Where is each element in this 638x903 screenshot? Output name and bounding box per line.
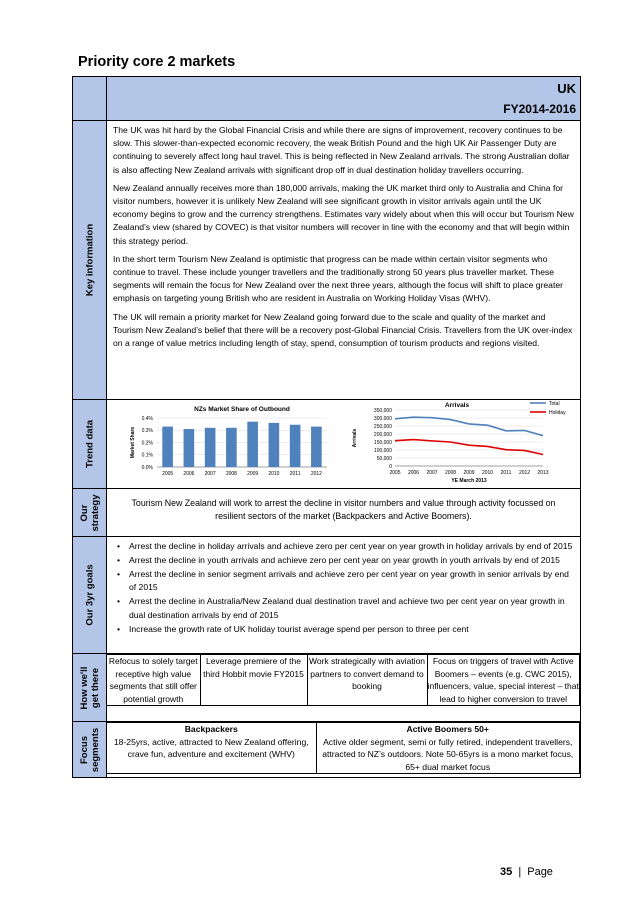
y-tick-label: 0.0% — [141, 464, 153, 471]
x-tick-label: 2008 — [225, 471, 237, 477]
y-axis-label: Arrivals — [352, 428, 358, 448]
x-tick-label: 2007 — [426, 470, 438, 476]
action-item: Refocus to solely target receptive high value segments that still offer potential growth — [107, 655, 200, 706]
x-tick-label: 2010 — [481, 470, 494, 476]
y-tick-label: 300,000 — [373, 415, 392, 422]
x-tick-label: 2007 — [204, 471, 216, 477]
focus-label-cell — [73, 722, 107, 778]
y-tick-label: 350,000 — [373, 407, 392, 414]
bar — [311, 427, 322, 467]
how-we-get-there-label: How we'll get there — [78, 666, 101, 709]
key-information-body — [107, 121, 581, 400]
x-axis-label: YE March 2013 — [451, 478, 487, 484]
action-item: Leverage premiere of the third Hobbit movie FY2015 — [200, 655, 307, 706]
arrivals-chart — [343, 400, 583, 487]
y-tick-label: 100,000 — [373, 447, 392, 454]
x-tick-label: 2013 — [537, 470, 549, 476]
goal-item: • Arrest the decline in Australia/New Zealand dual destination travel and achieve two per cent year on year growth in dual destination arrivals by end of 2015 — [129, 595, 576, 623]
goal-item: • Increase the growth rate of UK holiday tourist average spend per person to three per cent — [129, 623, 576, 637]
our-goals-label-cell — [73, 537, 107, 654]
goals-list — [107, 537, 581, 654]
y-tick-label: 250,000 — [373, 423, 392, 430]
market-share-chart — [113, 400, 338, 487]
focus-cell — [107, 722, 581, 778]
bar — [162, 427, 173, 467]
focus-description: 18-25yrs, active, attracted to New Zealand offering, crave fun, adventure and excitement (WHV) — [113, 736, 309, 760]
action-item: Work strategically with aviation partners to convert demand to booking — [307, 655, 427, 706]
focus-heading: Active Boomers 50+ — [406, 724, 489, 734]
bar — [269, 423, 280, 467]
legend-label: Total — [549, 400, 560, 407]
chart-title: Arrivals — [444, 402, 470, 409]
market-header — [107, 77, 581, 121]
key-paragraph: The UK will remain a priority market for New Zealand going forward due to the scale and quality of the market and Tourism New Zealand’s belief that there will be a recovery post-Global Financial Crisis. Travellers from the UK over-index on a range of value metrics including length of stay, spend, consumption of tourism products and regions visited. — [113, 311, 573, 349]
x-tick-label: 2006 — [183, 471, 195, 477]
x-tick-label: 2012 — [518, 470, 531, 476]
x-tick-label: 2008 — [444, 470, 457, 476]
footer-separator: | — [518, 866, 522, 878]
y-tick-label: 0.2% — [141, 440, 153, 447]
page-number: 35 — [500, 866, 513, 878]
x-tick-label: 2011 — [500, 470, 512, 476]
bar — [290, 425, 301, 467]
focus-segments-label: Focus segments — [78, 727, 101, 772]
key-information-label-cell — [73, 121, 107, 400]
y-tick-label: 0.3% — [141, 428, 153, 435]
strategy-text: Tourism New Zealand will work to arrest the decline in visitor numbers and value through activity focussed on resilient sectors of the market (Backpackers and Active Boomers). — [107, 489, 581, 537]
x-tick-label: 2005 — [389, 470, 401, 476]
page-title: Priority core 2 markets — [78, 54, 236, 70]
key-paragraph: The UK was hit hard by the Global Financial Crisis and while there are signs of improvement, recovery continues to be slow. This slower-than-expected economic recovery, the weak British Pound and the high UK Air Passenger Duty are continuing to severely affect long haul travel. This is being reflected in New Zealand arrivals. The strong Australian dollar is also affecting New Zealand arrivals with significant drop off in dual destination holiday travellers occurring. — [113, 125, 570, 175]
market-table — [72, 76, 581, 778]
trend-data-label-cell — [73, 400, 107, 489]
trend-data-label: Trend data — [84, 419, 95, 469]
x-tick-label: 2005 — [162, 471, 174, 477]
page-label: Page — [527, 866, 553, 878]
series-line — [395, 417, 543, 435]
x-tick-label: 2009 — [247, 471, 259, 477]
focus-heading: Backpackers — [184, 724, 238, 734]
bar — [226, 428, 237, 467]
focus-segment — [316, 723, 580, 774]
how-label-cell — [73, 654, 107, 722]
goal-item: • Arrest the decline in youth arrivals and achieve zero per cent year on year growth in youth arrivals by end of 2015 — [129, 554, 576, 568]
bar — [247, 422, 258, 467]
y-tick-label: 200,000 — [373, 431, 392, 438]
focus-description: Active older segment, semi or fully retired, independent travellers, attracted to NZ’s outdoors. Note 50-65yrs is a mono market focus, 65+ dual market focus — [322, 736, 574, 772]
y-axis-label: Market Share — [130, 426, 136, 459]
y-tick-label: 0.4% — [141, 415, 153, 422]
action-item: Focus on triggers of travel with Active Boomers – events (e.g. CWC 2015), influencers, value, special interest – that lead to higher conversion to travel — [427, 656, 579, 704]
x-tick-label: 2012 — [310, 471, 322, 477]
our-strategy-label: Our strategy — [78, 494, 101, 531]
x-tick-label: 2010 — [268, 471, 280, 477]
actions-table — [107, 654, 580, 706]
bar — [205, 428, 216, 467]
key-information-label: Key information — [84, 223, 95, 297]
x-tick-label: 2006 — [407, 470, 420, 476]
chart-title: NZs Market Share of Outbound — [194, 406, 290, 413]
focus-table — [107, 722, 580, 774]
our-goals-label: Our 3yr goals — [84, 564, 95, 626]
header-side-cell — [73, 77, 107, 121]
legend-label: Holiday — [549, 409, 566, 416]
market-country: UK — [557, 81, 576, 96]
goal-item: • Arrest the decline in senior segment arrivals and achieve zero per cent year on year growth in senior arrivals by end of 2015 — [129, 568, 576, 596]
y-tick-label: 0.1% — [141, 452, 153, 459]
trend-data-charts — [107, 400, 581, 489]
key-paragraph: New Zealand annually receives more than 180,000 arrivals, making the UK market third only to Australia and China for visitor numbers, however it is unlikely New Zealand will see significant growth in visitor arrivals again until the UK economy begins to grow and the currency strengthens. Estimates vary widely about when this will occur but Tourism New Zealand’s view (shared by COVEC) is that visitor numbers will recover in line with the economy and that will begin within this strategy period. — [113, 182, 574, 246]
y-tick-label: 150,000 — [373, 439, 392, 446]
market-period: FY2014-2016 — [503, 102, 576, 116]
key-paragraph: In the short term Tourism New Zealand is optimistic that progress can be made within certain visitor segments who continue to travel. These include younger travellers and the traditionally strong 50 years plus traveller market. These segments will remain the focus for New Zealand over the next three years, although the focus will shift to place greater emphasis on targeting young British who are resident in Australia on Working Holiday Visas (WHV). — [113, 253, 563, 304]
x-tick-label: 2011 — [289, 471, 301, 477]
x-tick-label: 2009 — [463, 470, 475, 476]
page-footer — [500, 866, 553, 878]
goal-item: • Arrest the decline in holiday arrivals and achieve zero per cent year on year growth in holiday arrivals by end of 2015 — [129, 540, 576, 554]
our-strategy-label-cell — [73, 489, 107, 537]
y-tick-label: 50,000 — [376, 455, 392, 462]
y-tick-label: 0 — [389, 463, 392, 470]
actions-cell — [107, 654, 581, 722]
focus-segment — [107, 723, 316, 774]
bar — [184, 429, 195, 467]
